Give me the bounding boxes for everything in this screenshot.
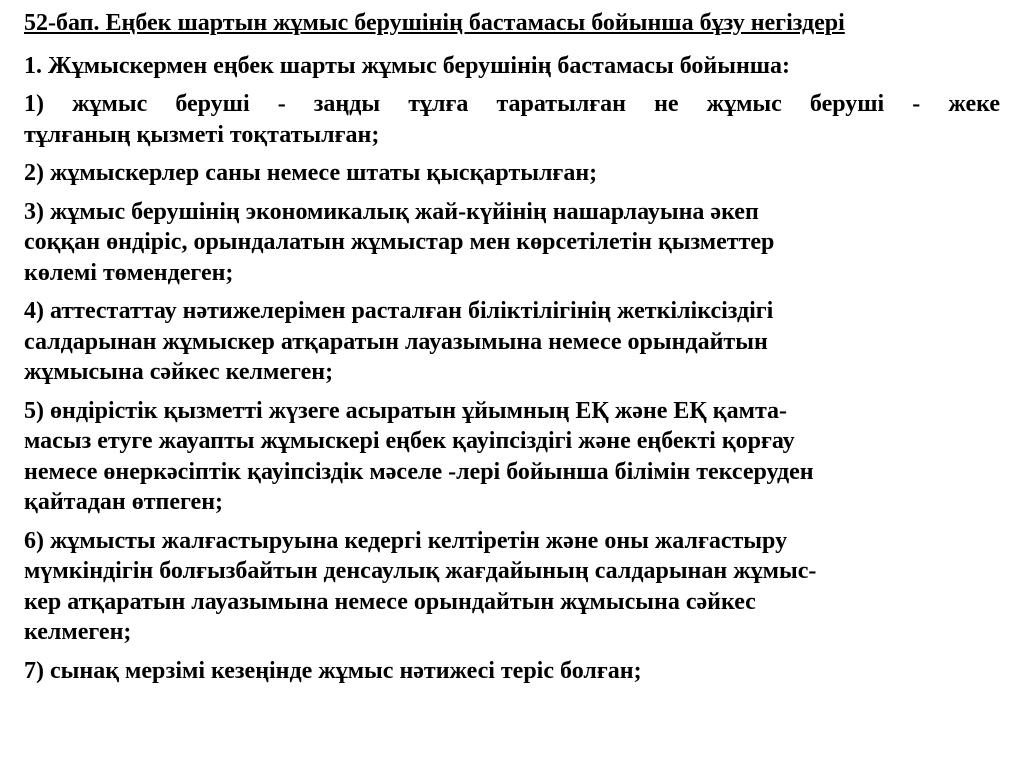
list-item	[24, 656, 1000, 687]
item-line: 7) сынақ мерзімі кезеңінде жұмыс нәтижесі теріс болған;	[24, 657, 642, 684]
item-line: тұлғаның қызметі тоқтатылған;	[24, 121, 380, 148]
item-line: келмеген;	[24, 619, 132, 645]
item-line: салдарынан жұмыскер атқаратын лауазымына немесе орындайтын	[24, 328, 768, 355]
list-item	[24, 197, 1000, 289]
list-item	[24, 526, 1000, 648]
item-line: 6) жұмысты жалғастыруына кедергі келтіретін және оны жалғастыру	[24, 527, 788, 554]
item-line: 3) жұмыс берушінің экономикалық жай-күйінің нашарлауына әкеп	[24, 198, 759, 225]
item-line: кер атқаратын лауазымына немесе орындайтын жұмысына сәйкес	[24, 588, 756, 615]
intro-paragraph: 1. Жұмыскермен еңбек шарты жұмыс берушінің бастамасы бойынша:	[24, 52, 791, 79]
list-item	[24, 296, 1000, 388]
list-item	[24, 89, 1000, 150]
item-line: мүмкіндігін болғызбайтын денсаулық жағдайының салдарынан жұмыс-	[24, 558, 817, 584]
item-line: көлемі төмендеген;	[24, 259, 234, 286]
item-line: қайтадан өтпеген;	[24, 489, 224, 515]
item-line: масыз етуге жауапты жұмыскері еңбек қауіпсіздігі және еңбекті қорғау	[24, 428, 795, 454]
list-item	[24, 158, 1000, 189]
item-line: 4) аттестаттау нәтижелерімен расталған біліктілігінің жеткіліксіздігі	[24, 298, 774, 324]
list-item	[24, 396, 1000, 518]
article-title: 52-бап. Еңбек шартын жұмыс берушінің бастамасы бойынша бұзу негіздері	[24, 10, 845, 36]
item-line: 2) жұмыскерлер саны немесе штаты қысқартылған;	[24, 160, 598, 186]
item-line: соққан өндіріс, орындалатын жұмыстар мен көрсетілетін қызметтер	[24, 229, 775, 255]
item-line: 1) жұмыс беруші - заңды тұлға таратылған не жұмыс беруші - жеке	[24, 91, 1000, 117]
item-line: 5) өндірістік қызметті жүзеге асыратын ұйымның ЕҚ және ЕҚ қамта-	[24, 397, 788, 424]
item-line: жұмысына сәйкес келмеген;	[24, 359, 334, 385]
item-line: немесе өнеркәсіптік қауіпсіздік мәселе -лері бойынша білімін тексеруден	[24, 458, 814, 485]
